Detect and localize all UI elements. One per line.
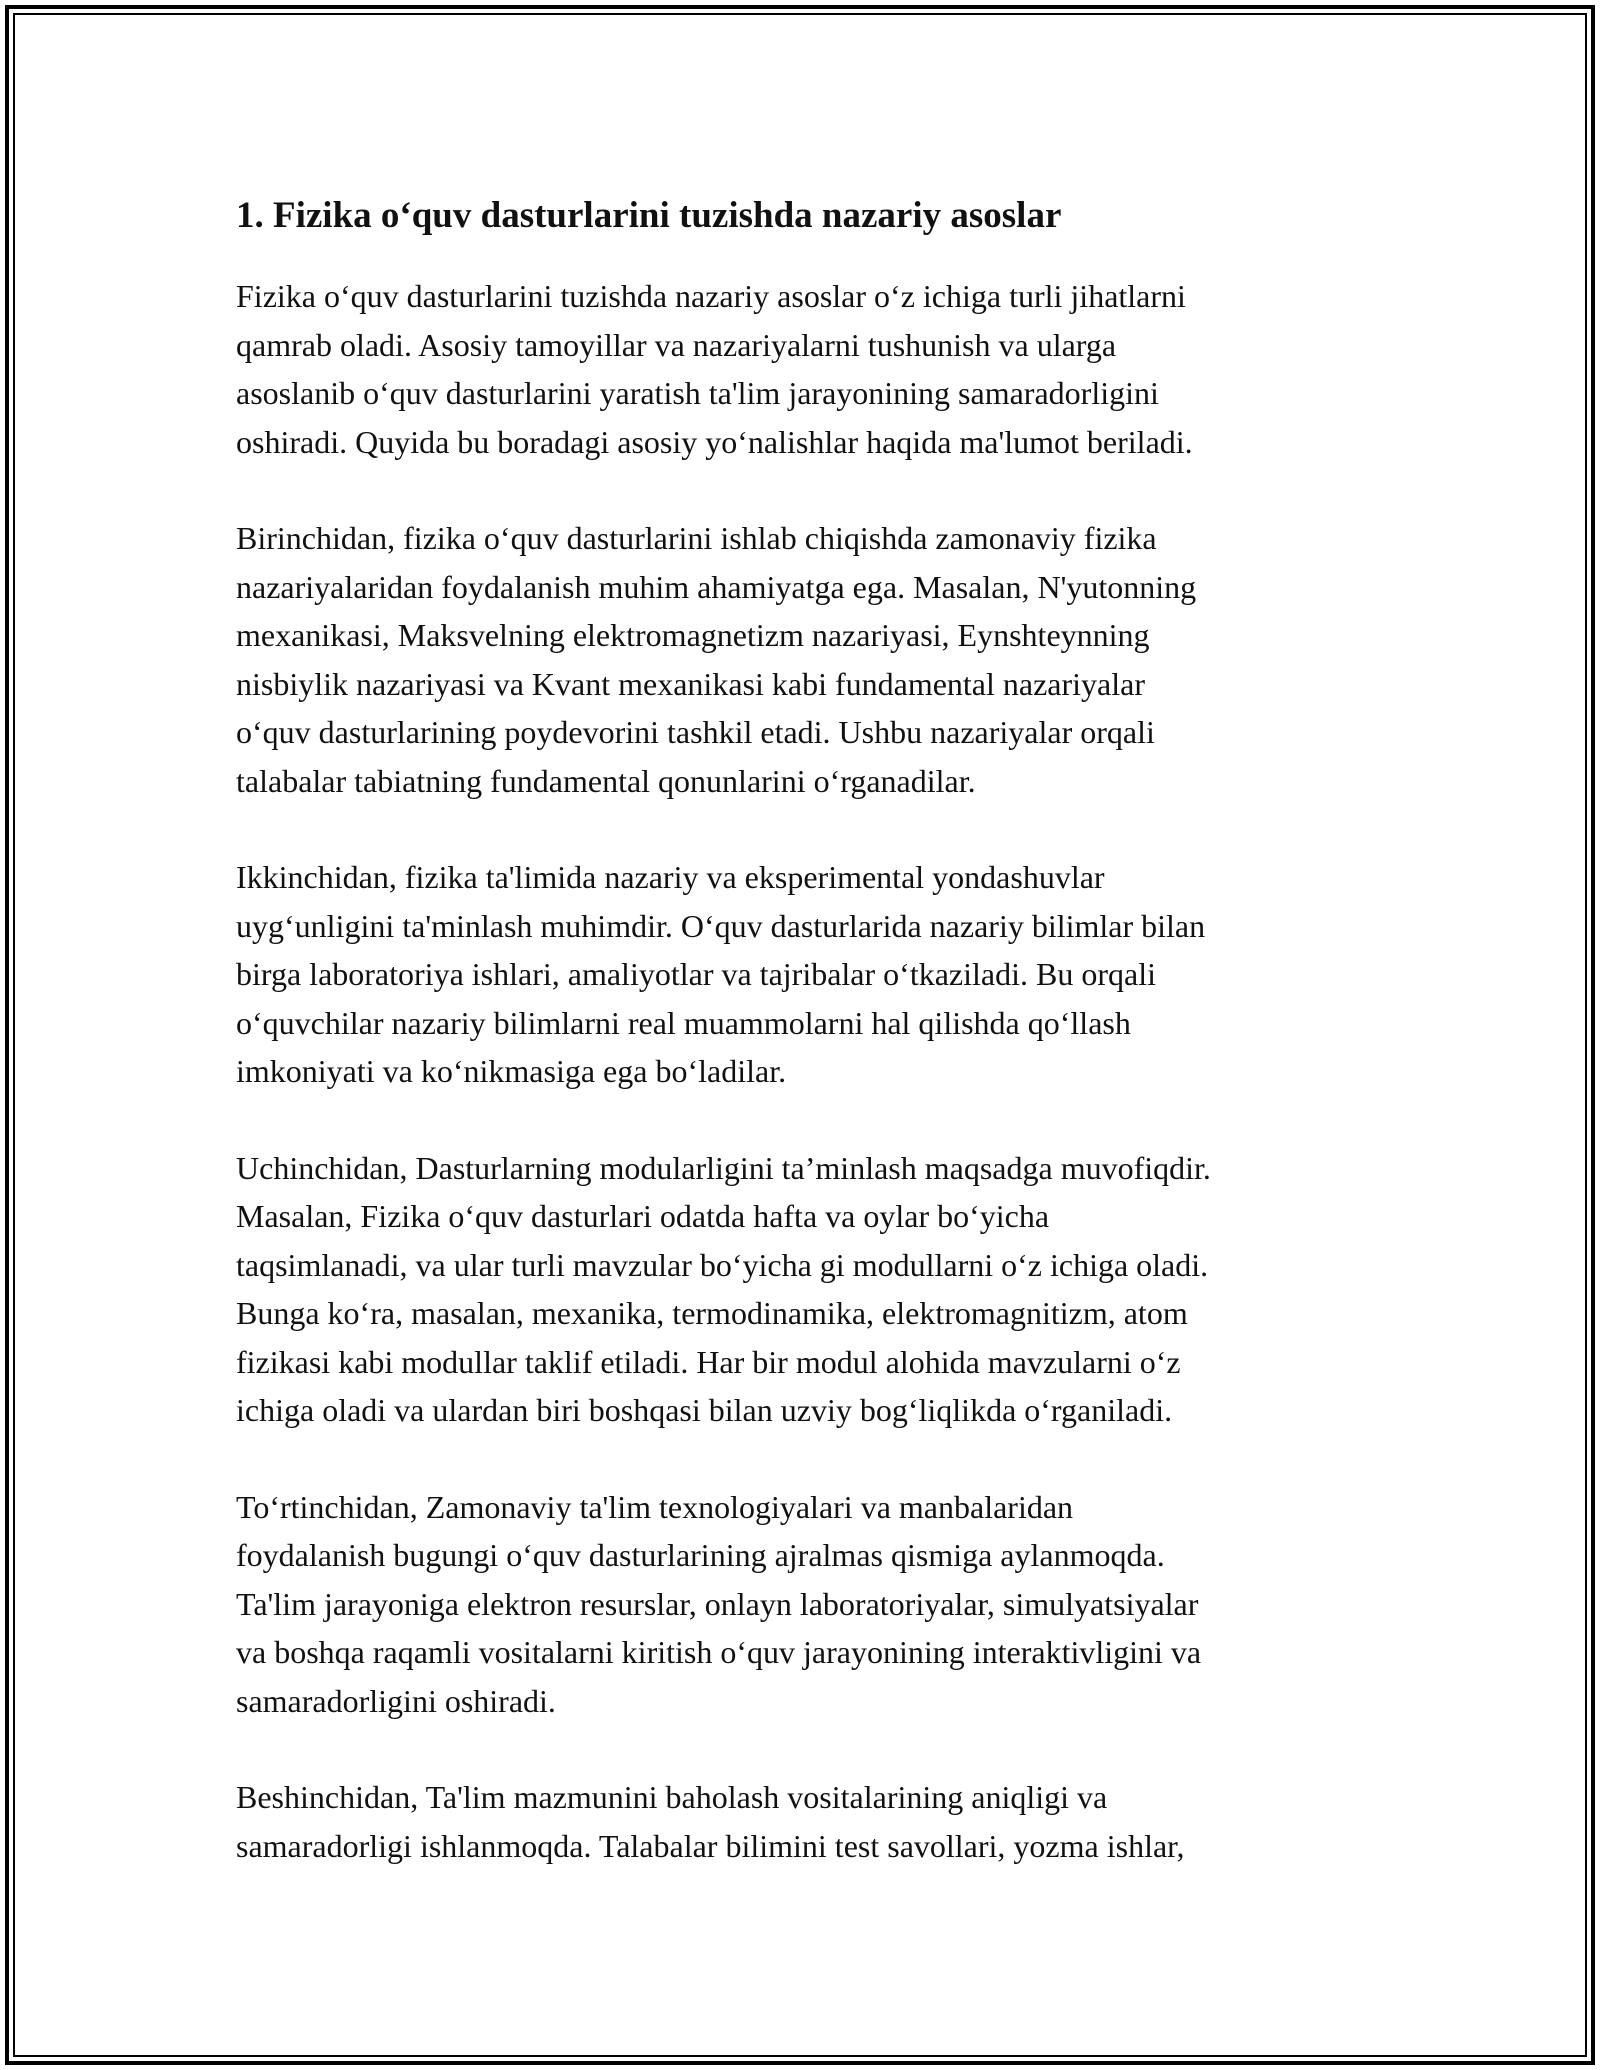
paragraph-line: Uchinchidan, Dasturlarning modularligini ta’minlash maqsadga muvofiqdir.	[236, 1149, 1211, 1186]
paragraph-line: Birinchidan, fizika o‘quv dasturlarini ishlab chiqishda zamonaviy fizika	[236, 520, 1157, 556]
paragraph-line: imkoniyati va ko‘nikmasiga ega bo‘ladilar.	[236, 1053, 787, 1089]
paragraph-line: mexanikasi, Maksvelning elektromagnetizm nazariyasi, Eynshteynning	[236, 617, 1150, 653]
section-heading: 1. Fizika o‘quv dasturlarini tuzishda nazariy asoslar	[236, 195, 1062, 236]
paragraph-line: o‘quvchilar nazariy bilimlarni real muammolarni hal qilishda qo‘llash	[236, 1004, 1131, 1041]
paragraph-line: nisbiylik nazariyasi va Kvant mexanikasi kabi fundamental nazariyalar	[236, 665, 1145, 702]
paragraph	[236, 514, 1366, 805]
paragraph	[236, 1483, 1366, 1726]
paragraph-line: oshiradi. Quyida bu boradagi asosiy yo‘nalishlar haqida ma'lumot beriladi.	[236, 423, 1193, 460]
paragraph-line: uyg‘unligini ta'minlash muhimdir. O‘quv dasturlarida nazariy bilimlar bilan	[236, 907, 1206, 944]
paragraph-line: Fizika o‘quv dasturlarini tuzishda nazariy asoslar o‘z ichiga turli jihatlarni	[236, 278, 1186, 314]
paragraph-line: Bunga ko‘ra, masalan, mexanika, termodinamika, elektromagnitizm, atom	[236, 1295, 1188, 1331]
paragraph-line: Ta'lim jarayoniga elektron resurslar, onlayn laboratoriyalar, simulyatsiyalar	[236, 1585, 1199, 1622]
paragraph-line: talabalar tabiatning fundamental qonunlarini o‘rganadilar.	[236, 762, 976, 799]
paragraph	[236, 853, 1366, 1096]
paragraph-line: asoslanib o‘quv dasturlarini yaratish ta'lim jarayonining samaradorligini	[236, 375, 1159, 411]
paragraph-line: ichiga oladi va ulardan biri boshqasi bilan uzviy bog‘liqlikda o‘rganiladi.	[236, 1392, 1173, 1428]
paragraph-line: nazariyalaridan foydalanish muhim ahamiyatga ega. Masalan, N'yutonning	[236, 568, 1197, 605]
paragraph-line: o‘quv dasturlarining poydevorini tashkil etadi. Ushbu nazariyalar orqali	[236, 714, 1155, 750]
paragraph-line: qamrab oladi. Asosiy tamoyillar va nazariyalarni tushunish va ularga	[236, 326, 1117, 363]
paragraph-line: va boshqa raqamli vositalarni kiritish o‘quv jarayonining interaktivligini va	[236, 1634, 1202, 1670]
paragraph-line: Masalan, Fizika o‘quv dasturlari odatda hafta va oylar bo‘yicha	[236, 1198, 1050, 1234]
paragraph	[236, 1144, 1366, 1435]
paragraph	[236, 272, 1366, 466]
paragraph-line: birga laboratoriya ishlari, amaliyotlar va tajribalar o‘tkaziladi. Bu orqali	[236, 956, 1156, 992]
paragraph-line: Ikkinchidan, fizika ta'limida nazariy va eksperimental yondashuvlar	[236, 859, 1105, 895]
paragraph-line: samaradorligini oshiradi.	[236, 1682, 556, 1719]
paragraph-line: Beshinchidan, Ta'lim mazmunini baholash vositalarining aniqligi va	[236, 1779, 1108, 1815]
paragraph-line: taqsimlanadi, va ular turli mavzular bo‘yicha gi modullarni o‘z ichiga oladi.	[236, 1246, 1209, 1283]
paragraph-line: foydalanish bugungi o‘quv dasturlarining ajralmas qismiga aylanmoqda.	[236, 1537, 1165, 1573]
paragraph-container	[236, 272, 1366, 1870]
paragraph-line: To‘rtinchidan, Zamonaviy ta'lim texnologiyalari va manbalaridan	[236, 1488, 1074, 1525]
document-body	[236, 186, 1366, 1918]
paragraph-line: samaradorligi ishlanmoqda. Talabalar bilimini test savollari, yozma ishlar,	[236, 1827, 1185, 1864]
paragraph-line: fizikasi kabi modullar taklif etiladi. Har bir modul alohida mavzularni o‘z	[236, 1343, 1181, 1380]
paragraph	[236, 1773, 1366, 1870]
